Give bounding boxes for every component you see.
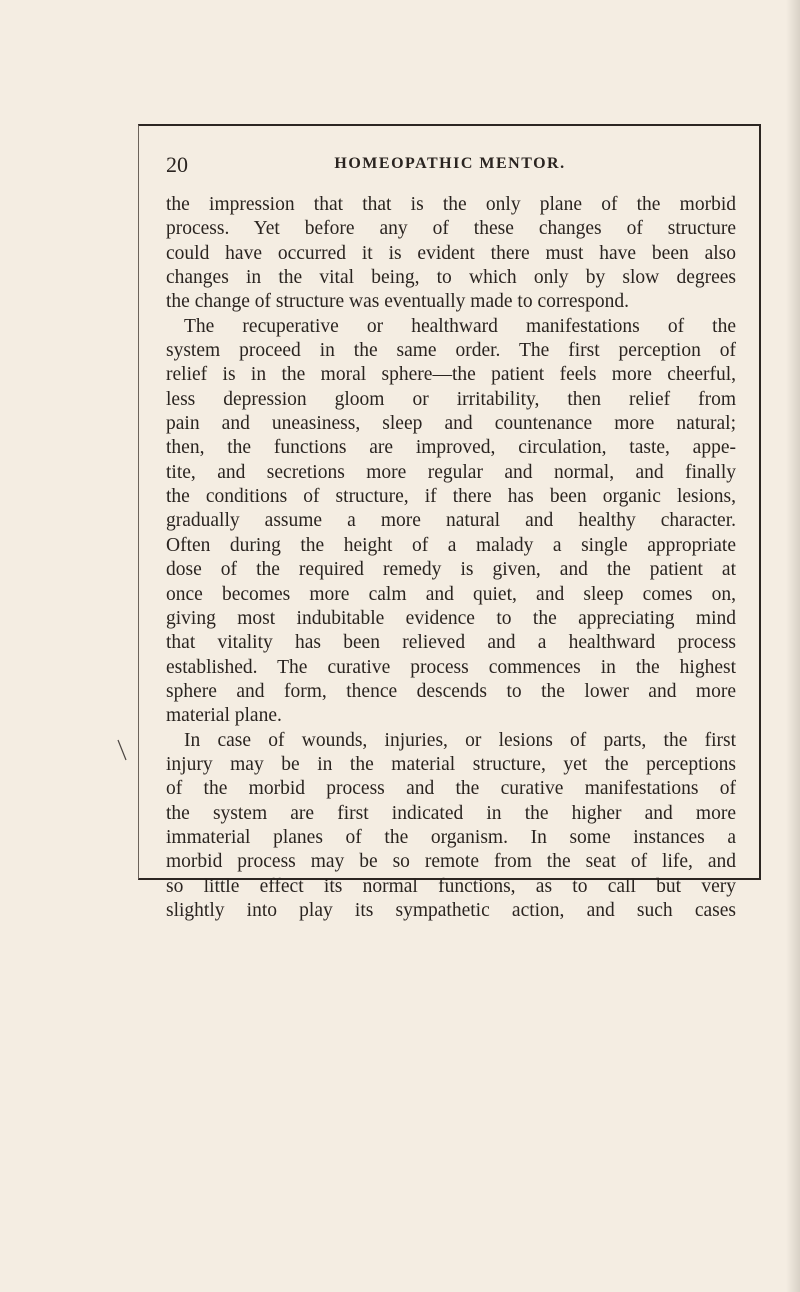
body-text <box>166 193 736 923</box>
text-line: sphere and form, thence descends to the lower and more <box>166 680 736 702</box>
text-line: could have occurred it is evident there must have been also <box>166 242 736 264</box>
text-line: In case of wounds, injuries, or lesions of parts, the first <box>184 729 736 751</box>
text-line: once becomes more calm and quiet, and sleep comes on, <box>166 583 736 605</box>
text-line: the conditions of structure, if there has been organic lesions, <box>166 486 736 508</box>
text-line: morbid process may be so remote from the seat of life, and <box>166 851 736 873</box>
page-header <box>166 152 734 186</box>
text-line: material plane. <box>166 705 282 727</box>
text-line: that vitality has been relieved and a healthward process <box>166 632 736 654</box>
text-line: the change of structure was eventually made to correspond. <box>166 291 629 313</box>
text-line: process. Yet before any of these changes of structure <box>166 218 736 240</box>
text-line: the system are first indicated in the higher and more <box>166 802 736 824</box>
text-line: less depression gloom or irritability, then relief from <box>166 388 736 410</box>
text-line: giving most indubitable evidence to the appreciating mind <box>166 607 736 629</box>
text-line: tite, and secretions more regular and normal, and finally <box>166 461 736 483</box>
text-line: slightly into play its sympathetic action, and such cases <box>166 899 736 921</box>
text-line: gradually assume a more natural and healthy character. <box>166 510 736 532</box>
text-line: injury may be in the material structure, yet the perceptions <box>166 753 736 775</box>
text-line: dose of the required remedy is given, and the patient at <box>166 559 736 581</box>
text-line: established. The curative process commences in the highest <box>166 656 736 678</box>
text-line: The recuperative or healthward manifestations of the <box>184 315 736 337</box>
running-title: HOMEOPATHIC MENTOR. <box>334 155 566 172</box>
page-number: 20 <box>166 152 188 177</box>
text-line: Often during the height of a malady a single appropriate <box>166 534 736 556</box>
text-line: so little effect its normal functions, as to call but very <box>166 875 736 897</box>
text-line: relief is in the moral sphere—the patient feels more cheerful, <box>166 364 736 386</box>
text-line: then, the functions are improved, circulation, taste, appe- <box>166 437 736 459</box>
text-line: immaterial planes of the organism. In some instances a <box>166 826 736 848</box>
text-line: pain and uneasiness, sleep and countenance more natural; <box>166 413 736 435</box>
text-line: of the morbid process and the curative manifestations of <box>166 778 736 800</box>
text-line: system proceed in the same order. The first perception of <box>166 340 736 362</box>
text-line: the impression that that is the only plane of the morbid <box>166 194 736 215</box>
page-edge-shadow <box>786 0 800 1292</box>
text-line: changes in the vital being, to which only by slow degrees <box>166 267 736 289</box>
margin-pencil-mark <box>116 739 128 761</box>
